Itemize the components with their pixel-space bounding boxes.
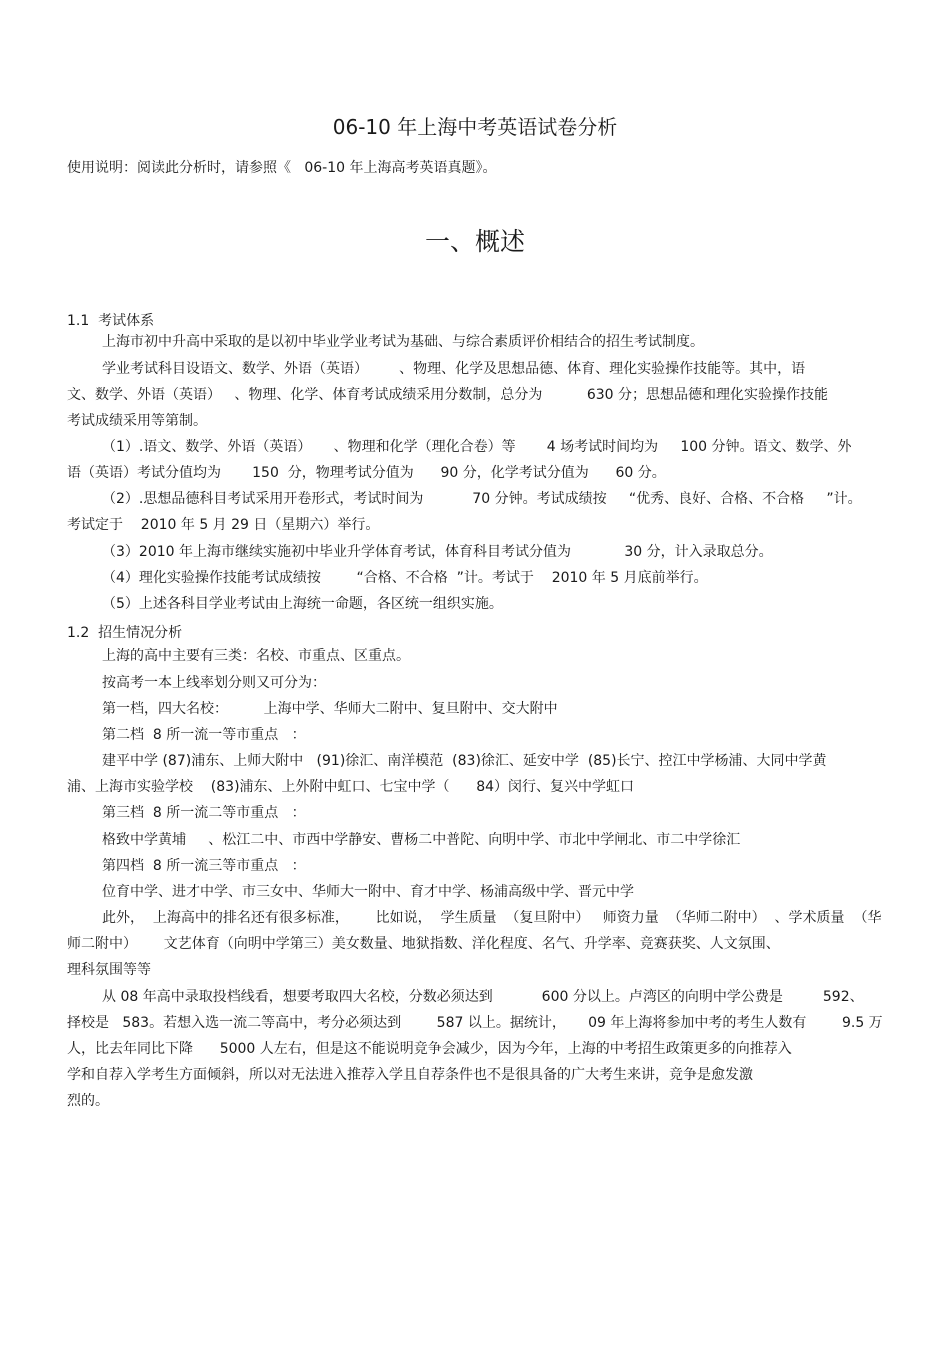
list-item: （4）理化实验操作技能考试成绩按 “合格、不合格 ”计。考试于 2010 年 5 月底前举行。 (102, 570, 708, 586)
paragraph-line: 择校是 583。若想入选一流二等高中，考分必须达到 587 以上。据统计， 09 年上海将参加中考的考生人数有 9.5 万 (67, 1015, 883, 1031)
subsection-heading: 1.1 考试体系 (67, 313, 155, 329)
paragraph-line: 理科氛围等等 (67, 962, 151, 978)
paragraph-line: 人，比去年同比下降 5000 人左右，但是这不能说明竞争会减少，因为今年，上海的中考招生政策更多的向推荐入 (67, 1041, 792, 1057)
paragraph-line: 学和自荐入学考生方面倾斜，所以对无法进入推荐入学且自荐条件也不是很具备的广大考生来讲，竞争是愈发激 (67, 1067, 753, 1083)
list-item: （2）.思想品德科目考试采用开卷形式，考试时间为 70 分钟。考试成绩按 “优秀、良好、合格、不合格 ”计。 (102, 491, 862, 507)
subsection-heading: 1.2 招生情况分析 (67, 625, 183, 641)
paragraph-line: 上海的高中主要有三类：名校、市重点、区重点。 (102, 648, 410, 664)
paragraph-line: 浦、上海市实验学校 (83)浦东、上外附中虹口、七宝中学（ 84）闵行、复兴中学虹口 (67, 779, 635, 795)
paragraph-line: 位育中学、进才中学、市三女中、华师大一附中、育才中学、杨浦高级中学、晋元中学 (102, 884, 634, 900)
paragraph-line: 格致中学黄埔 、松江二中、市西中学静安、曹杨二中普陀、向明中学、市北中学闸北、市二中学徐汇 (102, 832, 741, 848)
paragraph-line: 建平中学 (87)浦东、上师大附中 (91)徐汇、南洋模范 (83)徐汇、延安中学 (85)长宁、控江中学杨浦、大同中学黄 (102, 753, 827, 769)
paragraph-line: 第四档 8 所一流三等市重点 ： (102, 858, 306, 874)
paragraph-line: 第三档 8 所一流二等市重点 ： (102, 805, 306, 821)
paragraph-line: 按高考一本上线率划分则又可分为： (102, 675, 326, 691)
paragraph-line: 语（英语）考试分值均为 150 分，物理考试分值为 90 分，化学考试分值为 60 分。 (67, 465, 666, 481)
list-item: （3）2010 年上海市继续实施初中毕业升学体育考试，体育科目考试分值为 30 分，计入录取总分。 (102, 544, 773, 560)
paragraph-line: 从 08 年高中录取投档线看，想要考取四大名校，分数必须达到 600 分以上。卢湾区的向明中学公费是 592、 (102, 989, 864, 1005)
section-heading: 一、概述 (424, 227, 525, 256)
paragraph-line: 此外， 上海高中的排名还有很多标准， 比如说， 学生质量 （复旦附中） 师资力量 （华师二附中） 、学术质量 （华 (102, 910, 882, 926)
paragraph-line: 考试定于 2010 年 5 月 29 日（星期六）举行。 (67, 517, 380, 533)
list-item: （1）.语文、数学、外语（英语） 、物理和化学（理化合卷）等 4 场考试时间均为 100 分钟。语文、数学、外 (102, 439, 852, 455)
paragraph-line: 第一档，四大名校： 上海中学、华师大二附中、复旦附中、交大附中 (102, 701, 558, 717)
paragraph-line: 考试成绩采用等第制。 (67, 413, 207, 429)
paragraph-line: 学业考试科目设语文、数学、外语（英语） 、物理、化学及思想品德、体育、理化实验操作技能等。其中，语 (102, 361, 806, 377)
document-title: 06-10 年上海中考英语试卷分析 (332, 115, 618, 139)
list-item: （5）上述各科目学业考试由上海统一命题，各区统一组织实施。 (102, 596, 503, 612)
paragraph-line: 第二档 8 所一流一等市重点 ： (102, 727, 306, 743)
paragraph-line: 文、数学、外语（英语） 、物理、化学、体育考试成绩采用分数制，总分为 630 分；思想品德和理化实验操作技能 (67, 387, 829, 403)
paragraph-line: 师二附中） 文艺体育（向明中学第三）美女数量、地狱指数、洋化程度、名气、升学率、竞赛获奖、人文氛围、 (67, 936, 780, 952)
usage-note: 使用说明：阅读此分析时，请参照《 06-10 年上海高考英语真题》。 (67, 160, 497, 176)
paragraph-line: 烈的。 (67, 1093, 109, 1109)
paragraph-line: 上海市初中升高中采取的是以初中毕业学业考试为基础、与综合素质评价相结合的招生考试制度。 (102, 334, 704, 350)
